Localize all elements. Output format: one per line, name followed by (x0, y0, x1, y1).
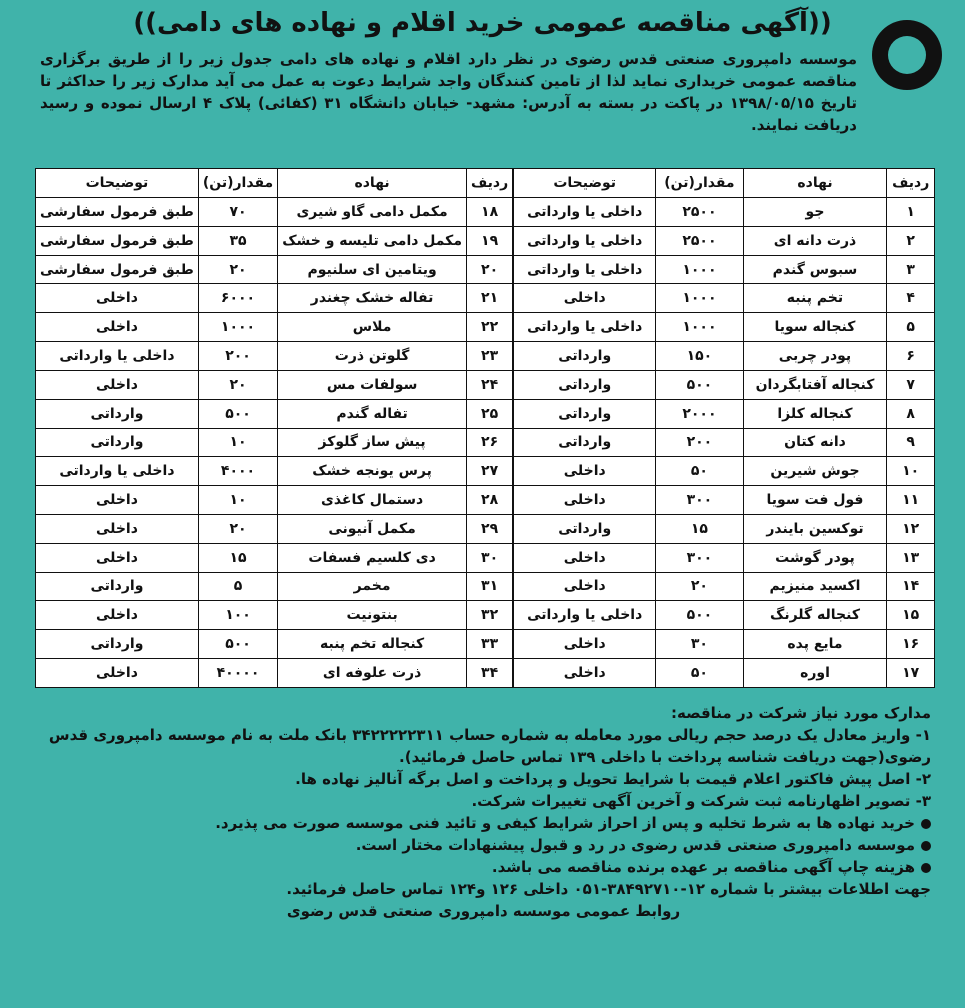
row-number-cell: ۲۶ (467, 428, 513, 457)
description-cell: داخلی (514, 457, 656, 486)
header-description: توضیحات (514, 169, 656, 198)
description-cell: داخلی (36, 370, 199, 399)
quantity-cell: ۳۵ (198, 226, 277, 255)
table-row (36, 399, 513, 428)
institution-logo (865, 20, 949, 116)
row-number-cell: ۱۳ (887, 543, 935, 572)
description-cell: داخلی یا وارداتی (36, 457, 199, 486)
item-cell: دی کلسیم فسفات (278, 543, 467, 572)
item-cell: مکمل دامی گاو شیری (278, 198, 467, 227)
quantity-cell: ۶۰۰۰ (198, 284, 277, 313)
header-item: نهاده (278, 169, 467, 198)
item-cell: پیش ساز گلوکز (278, 428, 467, 457)
row-number-cell: ۴ (887, 284, 935, 313)
row-number-cell: ۱۰ (887, 457, 935, 486)
item-cell: مخمر (278, 572, 467, 601)
table-row (514, 659, 935, 688)
quantity-cell: ۱۵۰ (656, 342, 743, 371)
description-cell: داخلی (514, 486, 656, 515)
item-cell: اوره (743, 659, 887, 688)
description-cell: وارداتی (36, 428, 199, 457)
item-cell: سولفات مس (278, 370, 467, 399)
quantity-cell: ۱۰۰۰ (198, 313, 277, 342)
table-row (36, 428, 513, 457)
description-cell: داخلی یا وارداتی (514, 198, 656, 227)
table-row (36, 543, 513, 572)
header-row-number: ردیف (467, 169, 513, 198)
quantity-cell: ۵۰ (656, 659, 743, 688)
description-cell: داخلی یا وارداتی (514, 255, 656, 284)
row-number-cell: ۲۰ (467, 255, 513, 284)
description-cell: داخلی (514, 630, 656, 659)
table-row (514, 543, 935, 572)
header-item: نهاده (743, 169, 887, 198)
item-cell: پودر چربی (743, 342, 887, 371)
quantity-cell: ۳۰ (656, 630, 743, 659)
quantity-cell: ۵۰۰ (656, 370, 743, 399)
description-cell: داخلی (36, 659, 199, 688)
note-2 (36, 834, 931, 856)
logo-emblem-icon (872, 20, 942, 90)
table-row (514, 370, 935, 399)
row-number-cell: ۱۹ (467, 226, 513, 255)
item-cell: جو (743, 198, 887, 227)
table-row (36, 284, 513, 313)
table-body-left (36, 198, 513, 688)
quantity-cell: ۵ (198, 572, 277, 601)
row-number-cell: ۱۷ (887, 659, 935, 688)
description-cell: وارداتی (514, 399, 656, 428)
item-cell: گلوتن ذرت (278, 342, 467, 371)
description-cell: داخلی (36, 543, 199, 572)
description-cell: وارداتی (514, 514, 656, 543)
bullet-icon (921, 819, 931, 829)
row-number-cell: ۱۴ (887, 572, 935, 601)
description-cell: طبق فرمول سفارشی (36, 255, 199, 284)
table-body-right (514, 198, 935, 688)
row-number-cell: ۶ (887, 342, 935, 371)
item-cell: اکسید منیزیم (743, 572, 887, 601)
row-number-cell: ۱۱ (887, 486, 935, 515)
table-row (36, 370, 513, 399)
description-cell: داخلی یا وارداتی (514, 601, 656, 630)
row-number-cell: ۱۲ (887, 514, 935, 543)
row-number-cell: ۸ (887, 399, 935, 428)
row-number-cell: ۲۳ (467, 342, 513, 371)
table-row (514, 601, 935, 630)
row-number-cell: ۱ (887, 198, 935, 227)
note-text: هزینه چاپ آگهی مناقصه بر عهده برنده مناقصه می باشد. (491, 858, 915, 876)
quantity-cell: ۱۰۰۰ (656, 284, 743, 313)
requirements-section (36, 702, 931, 922)
table-row (36, 572, 513, 601)
header-row-number: ردیف (887, 169, 935, 198)
row-number-cell: ۲۱ (467, 284, 513, 313)
table-header-row (514, 169, 935, 198)
description-cell: طبق فرمول سفارشی (36, 198, 199, 227)
quantity-cell: ۲۰۰ (198, 342, 277, 371)
requirements-heading: مدارک مورد نیاز شرکت در مناقصه: (670, 704, 931, 722)
table-row (514, 399, 935, 428)
header-quantity: مقدار(تن) (198, 169, 277, 198)
item-cell: ذرت علوفه ای (278, 659, 467, 688)
requirement-item-2: ۲- اصل پیش فاکتور اعلام قیمت با شرایط تحویل و پرداخت و اصل برگه آنالیز نهاده ها. (295, 770, 931, 788)
table-row (36, 198, 513, 227)
requirement-item-3: ۳- تصویر اظهارنامه ثبت شرکت و آخرین آگهی تغییرات شرکت. (471, 792, 931, 810)
row-number-cell: ۲۹ (467, 514, 513, 543)
table-row (514, 284, 935, 313)
row-number-cell: ۳۱ (467, 572, 513, 601)
quantity-cell: ۳۰۰ (656, 543, 743, 572)
row-number-cell: ۷ (887, 370, 935, 399)
item-cell: مایع پده (743, 630, 887, 659)
quantity-cell: ۱۰ (198, 486, 277, 515)
contact-info: جهت اطلاعات بیشتر با شماره ۱۲-۳۸۴۹۲۷۱۰-۰۵۱ داخلی ۱۲۶ و۱۲۴ تماس حاصل فرمائید. (286, 880, 931, 898)
table-row (36, 226, 513, 255)
table-row (36, 486, 513, 515)
item-cell: تفاله خشک چغندر (278, 284, 467, 313)
signature: روابط عمومی موسسه دامپروری صنعتی قدس رضوی (286, 902, 681, 920)
note-1 (36, 812, 931, 834)
quantity-cell: ۱۰۰۰ (656, 255, 743, 284)
item-cell: کنجاله تخم پنبه (278, 630, 467, 659)
item-cell: ملاس (278, 313, 467, 342)
item-cell: فول فت سویا (743, 486, 887, 515)
quantity-cell: ۲۰ (198, 255, 277, 284)
row-number-cell: ۲۸ (467, 486, 513, 515)
quantity-cell: ۲۰۰ (656, 428, 743, 457)
item-cell: پرس یونجه خشک (278, 457, 467, 486)
table-row (514, 313, 935, 342)
row-number-cell: ۱۵ (887, 601, 935, 630)
items-table-right (513, 168, 935, 688)
description-cell: وارداتی (514, 370, 656, 399)
description-cell: داخلی (514, 543, 656, 572)
row-number-cell: ۲۴ (467, 370, 513, 399)
quantity-cell: ۵۰ (656, 457, 743, 486)
intro-paragraph: موسسه دامپروری صنعتی قدس رضوی در نظر دارد اقلام و نهاده های دامی جدول زیر را از طریق برگزاری مناقصه عمومی خریداری نماید لذا از تامین کنندگان واجد شرایط دعوت به عمل می آید مدارک زیر را حداکثر تا تاریخ ۱۳۹۸/۰۵/۱۵ در پاکت در بسته به آدرس: مشهد- خیابان دانشگاه ۳۱ (کفائی) پلاک ۴ ارسال نموده و رسید دریافت نمایند. (40, 50, 857, 134)
description-cell: وارداتی (36, 572, 199, 601)
description-cell: داخلی یا وارداتی (514, 313, 656, 342)
description-cell: وارداتی (514, 428, 656, 457)
bullet-icon (921, 863, 931, 873)
description-cell: داخلی (36, 313, 199, 342)
item-cell: سبوس گندم (743, 255, 887, 284)
description-cell: وارداتی (514, 342, 656, 371)
items-tables (35, 168, 935, 688)
note-text: خرید نهاده ها به شرط تخلیه و پس از احراز شرایط کیفی و تائید فنی موسسه صورت می پذیرد. (215, 814, 915, 832)
row-number-cell: ۱۸ (467, 198, 513, 227)
table-row (36, 255, 513, 284)
description-cell: داخلی (514, 572, 656, 601)
quantity-cell: ۱۵ (656, 514, 743, 543)
row-number-cell: ۲ (887, 226, 935, 255)
row-number-cell: ۳۰ (467, 543, 513, 572)
quantity-cell: ۲۵۰۰ (656, 198, 743, 227)
item-cell: مکمل آنیونی (278, 514, 467, 543)
table-row (514, 428, 935, 457)
quantity-cell: ۳۰۰ (656, 486, 743, 515)
table-row (514, 514, 935, 543)
table-row (36, 313, 513, 342)
item-cell: کنجاله گلرنگ (743, 601, 887, 630)
item-cell: دانه کتان (743, 428, 887, 457)
quantity-cell: ۲۰ (198, 370, 277, 399)
item-cell: بنتونیت (278, 601, 467, 630)
table-row (514, 486, 935, 515)
item-cell: جوش شیرین (743, 457, 887, 486)
table-row (36, 659, 513, 688)
item-cell: ذرت دانه ای (743, 226, 887, 255)
row-number-cell: ۲۵ (467, 399, 513, 428)
row-number-cell: ۲۷ (467, 457, 513, 486)
description-cell: داخلی (36, 601, 199, 630)
description-cell: داخلی (36, 486, 199, 515)
page-title: ((آگهی مناقصه عمومی خرید اقلام و نهاده های دامی)) (133, 8, 832, 38)
items-table-left (35, 168, 513, 688)
quantity-cell: ۱۵ (198, 543, 277, 572)
quantity-cell: ۱۰۰ (198, 601, 277, 630)
row-number-cell: ۳۴ (467, 659, 513, 688)
description-cell: داخلی (36, 514, 199, 543)
item-cell: تخم پنبه (743, 284, 887, 313)
item-cell: ویتامین ای سلنیوم (278, 255, 467, 284)
table-row (514, 572, 935, 601)
quantity-cell: ۲۵۰۰ (656, 226, 743, 255)
description-cell: داخلی (514, 659, 656, 688)
description-cell: وارداتی (36, 630, 199, 659)
table-row (514, 342, 935, 371)
row-number-cell: ۱۶ (887, 630, 935, 659)
item-cell: مکمل دامی تلیسه و خشک (278, 226, 467, 255)
table-row (514, 226, 935, 255)
row-number-cell: ۳۲ (467, 601, 513, 630)
item-cell: کنجاله آفتابگردان (743, 370, 887, 399)
row-number-cell: ۹ (887, 428, 935, 457)
description-cell: داخلی یا وارداتی (36, 342, 199, 371)
quantity-cell: ۷۰ (198, 198, 277, 227)
quantity-cell: ۵۰۰ (198, 630, 277, 659)
quantity-cell: ۲۰ (198, 514, 277, 543)
quantity-cell: ۵۰۰ (198, 399, 277, 428)
description-cell: داخلی (514, 284, 656, 313)
quantity-cell: ۱۰۰۰ (656, 313, 743, 342)
row-number-cell: ۳ (887, 255, 935, 284)
item-cell: توکسین بایندر (743, 514, 887, 543)
row-number-cell: ۵ (887, 313, 935, 342)
table-row (514, 255, 935, 284)
quantity-cell: ۴۰۰۰۰ (198, 659, 277, 688)
table-row (36, 457, 513, 486)
note-text: موسسه دامپروری صنعتی قدس رضوی در رد و قبول پیشنهادات مختار است. (355, 836, 915, 854)
description-cell: طبق فرمول سفارشی (36, 226, 199, 255)
row-number-cell: ۲۲ (467, 313, 513, 342)
table-row (514, 630, 935, 659)
table-header-row (36, 169, 513, 198)
table-row (36, 630, 513, 659)
quantity-cell: ۲۰۰۰ (656, 399, 743, 428)
table-row (514, 457, 935, 486)
description-cell: داخلی یا وارداتی (514, 226, 656, 255)
quantity-cell: ۴۰۰۰ (198, 457, 277, 486)
quantity-cell: ۵۰۰ (656, 601, 743, 630)
quantity-cell: ۱۰ (198, 428, 277, 457)
note-3 (36, 856, 931, 878)
table-row (514, 198, 935, 227)
table-row (36, 342, 513, 371)
row-number-cell: ۳۳ (467, 630, 513, 659)
table-row (36, 601, 513, 630)
item-cell: تفاله گندم (278, 399, 467, 428)
header-quantity: مقدار(تن) (656, 169, 743, 198)
description-cell: داخلی (36, 284, 199, 313)
item-cell: دستمال کاغذی (278, 486, 467, 515)
header-description: توضیحات (36, 169, 199, 198)
item-cell: کنجاله کلزا (743, 399, 887, 428)
quantity-cell: ۲۰ (656, 572, 743, 601)
item-cell: پودر گوشت (743, 543, 887, 572)
description-cell: وارداتی (36, 399, 199, 428)
requirement-item-1: ۱- واریز معادل یک درصد حجم ریالی مورد معامله به شماره حساب ۳۴۲۲۲۲۲۳۱۱ بانک ملت به نام موسسه دامپروری قدس رضوی(جهت دریافت شناسه پرداخت با داخلی ۱۳۹ تماس حاصل فرمائید). (48, 726, 931, 766)
table-row (36, 514, 513, 543)
bullet-icon (921, 841, 931, 851)
item-cell: کنجاله سویا (743, 313, 887, 342)
